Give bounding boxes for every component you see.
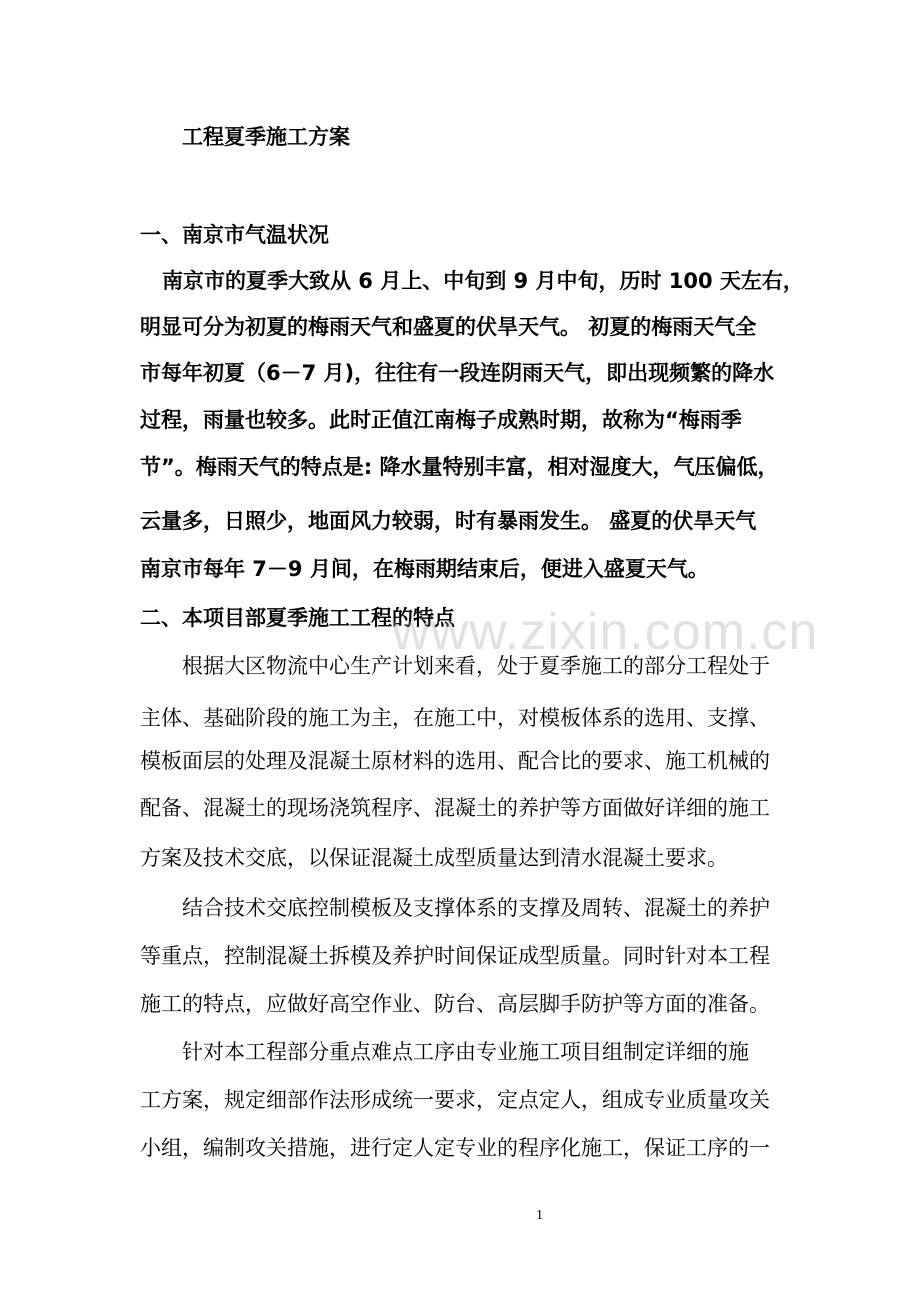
paragraph-line: 方案及技术交底，以保证混凝土成型质量达到清水混凝土要求。	[140, 846, 728, 870]
paragraph-line: 工方案，规定细部作法形成统一要求，定点定人，组成专业质量攻关	[140, 1088, 770, 1112]
paragraph-line: 云量多，日照少，地面风力较弱，时有暴雨发生。 盛夏的伏旱天气	[140, 509, 757, 533]
paragraph-line: 根据大区物流中心生产计划来看，处于夏季施工的部分工程处于	[182, 654, 770, 678]
paragraph-line: 等重点，控制混凝土拆模及养护时间保证成型质量。同时针对本工程	[140, 944, 770, 968]
paragraph-line: 配备、混凝土的现场浇筑程序、混凝土的养护等方面做好详细的施工	[140, 796, 770, 820]
paragraph-line: 明显可分为初夏的梅雨天气和盛夏的伏旱天气。 初夏的梅雨天气全	[140, 315, 757, 339]
paragraph-line: 模板面层的处理及混凝土原材料的选用、配合比的要求、施工机械的	[140, 749, 770, 773]
paragraph-line: 南京市的夏季大致从 6 月上、中旬到 9 月中旬，历时 100 天左右，	[162, 269, 804, 293]
page-number: 1	[536, 1208, 543, 1223]
paragraph-line: 小组，编制攻关措施，进行定人定专业的程序化施工，保证工序的一	[140, 1136, 770, 1160]
watermark: www.zixin.com.cn	[392, 603, 819, 661]
paragraph-line: 节”。梅雨天气的特点是: 降水量特别丰富，相对湿度大，气压偏低，	[140, 455, 779, 479]
paragraph-line: 针对本工程部分重点难点工序由专业施工项目组制定详细的施	[182, 1040, 749, 1064]
section-heading-2: 二、本项目部夏季施工工程的特点	[140, 606, 455, 630]
paragraph-line: 南京市每年 7－9 月间，在梅雨期结束后，便进入盛夏天气。	[140, 557, 709, 581]
paragraph-line: 主体、基础阶段的施工为主，在施工中，对模板体系的选用、支撑、	[140, 706, 770, 730]
paragraph-line: 过程，雨量也较多。此时正值江南梅子成熟时期，故称为“梅雨季	[140, 408, 742, 432]
paragraph-line: 市每年初夏（6－7 月)，往往有一段连阴雨天气，即出现频繁的降水	[140, 361, 775, 385]
paragraph-line: 施工的特点，应做好高空作业、防台、高层脚手防护等方面的准备。	[140, 992, 770, 1016]
paragraph-line: 结合技术交底控制模板及支撑体系的支撑及周转、混凝土的养护	[182, 896, 770, 920]
document-title: 工程夏季施工方案	[182, 125, 350, 149]
section-heading-1: 一、南京市气温状况	[140, 223, 329, 247]
